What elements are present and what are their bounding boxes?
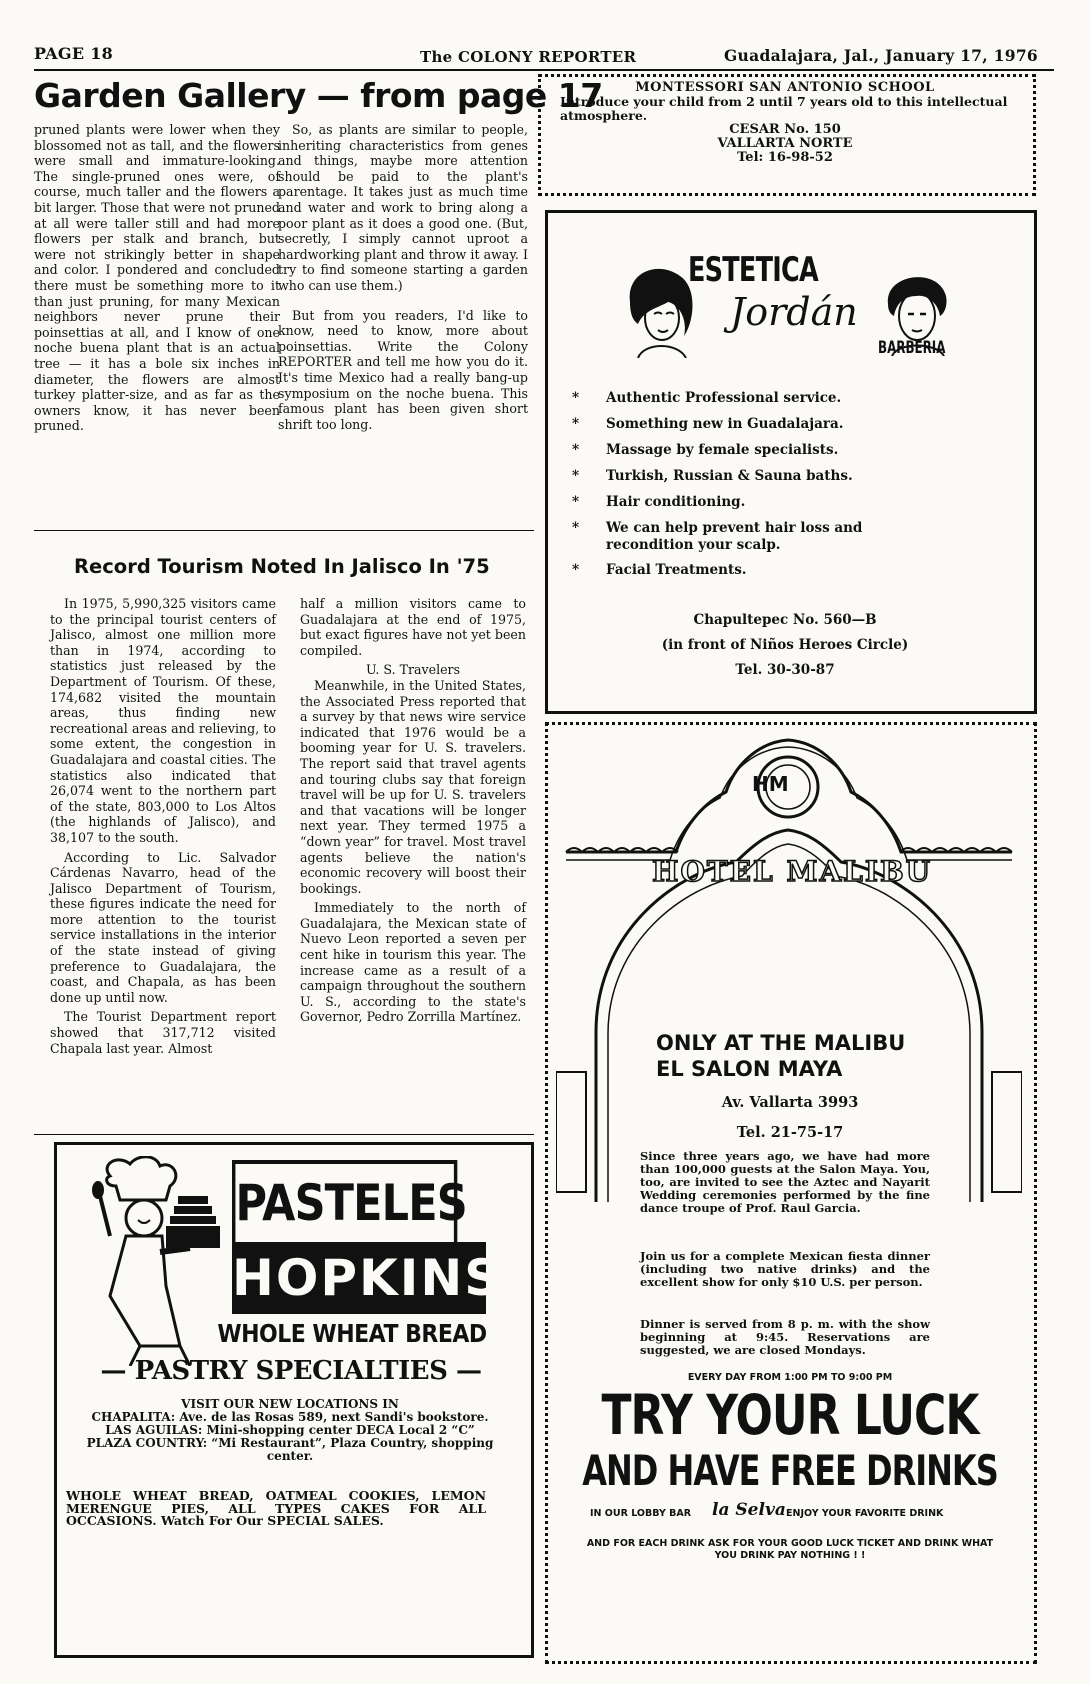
lobby-bar-right: ENJOY YOUR FAVORITE DRINK [786, 1508, 944, 1519]
bullet-star-icon: * [572, 520, 580, 536]
whole-wheat-bread: WHOLE WHEAT BREAD [217, 1320, 487, 1349]
malibu-headline [656, 1030, 905, 1082]
garden-headline: Garden Gallery — from page 17 [34, 76, 603, 115]
tourism-col2-para: Immediately to the north of Guadalajara, the Mexican state of Nuevo Leon reported a seven per cent hike in tourism this year. The increase came as a result of a campaign throughout the southern U. S., according to the state's Governor, Pedro Zorrilla Martínez. [300, 900, 526, 1025]
bullet-star-icon: * [572, 562, 580, 578]
malibu-contact [640, 1088, 940, 1148]
montessori-district: VALLARTA NORTE [717, 136, 853, 151]
service-item: * We can help prevent hair loss and recondition your scalp. [572, 520, 863, 553]
service-item: * Hair conditioning. [572, 494, 746, 510]
hopkins-name: HOPKINS [232, 1242, 486, 1314]
service-item: * Something new in Guadalajara. [572, 416, 844, 432]
la-selva-script: la Selva [712, 1500, 786, 1520]
lobby-bar-left: IN OUR LOBBY BAR [590, 1508, 692, 1519]
malibu-para-3: Dinner is served from 8 p. m. with the show beginning at 9:45. Reservations are suggested, we are closed Mondays. [640, 1317, 930, 1357]
location-plaza-country: PLAZA COUNTRY: “Mi Restaurant”, Plaza Country, shopping center. [86, 1436, 494, 1463]
service-item: * Authentic Professional service. [572, 390, 842, 406]
jordan-script-logo: Jordán [730, 290, 858, 334]
garden-bottom-rule [34, 530, 534, 531]
dateline: Guadalajara, Jal., January 17, 1976 [724, 46, 1038, 65]
bullet-star-icon: * [572, 442, 580, 458]
hotel-malibu-sign: HOTEL MALIBU [652, 855, 933, 888]
tourism-col1-para: According to Lic. Salvador Cárdenas Navarro, head of the Jalisco Department of Tourism, these figures indicate the need for more attention to the tourist service installations in the interior of the state instead of giving preference to Guadalajara, the coast, and Chapala, as has been done up until now. [50, 849, 276, 1005]
bullet-star-icon: * [572, 390, 580, 406]
malibu-tel: Tel. 21-75-17 [736, 1124, 844, 1141]
service-item: * Facial Treatments. [572, 562, 747, 578]
garden-col2-para: But from you readers, I'd like to know, need to know, more about poinsettias. Write the Colony REPORTER and tell me how you do it. It's time Mexico had a really bang-up symposium on the noche buena. This famous plant has been given short shrift too long. [278, 307, 528, 432]
page-number: PAGE 18 [34, 44, 114, 63]
estetica-location: (in front of Niños Heroes Circle) [661, 637, 909, 653]
paper-name: The COLONY REPORTER [420, 48, 637, 66]
estetica-contact [560, 608, 1010, 683]
pastry-specialties: — PASTRY SPECIALTIES — [100, 1356, 482, 1386]
bullet-star-icon: * [572, 416, 580, 432]
montessori-tel: Tel: 16-98-52 [737, 150, 833, 165]
montessori-ad [560, 81, 1010, 165]
pasteles-locations [80, 1398, 500, 1463]
tourism-col2-intro: half a million visitors came to Guadalajara at the end of 1975, but exact figures have not yet been compiled. [300, 596, 526, 658]
montessori-address: CESAR No. 150 [729, 122, 841, 137]
montessori-intro: Introduce your child from 2 until 7 years old to this intellectual atmosphere. [560, 94, 1008, 123]
tourism-subhead: U. S. Travelers [365, 662, 461, 678]
barberia-logo-word: BARBERIA [878, 338, 946, 358]
tourism-col2-para: Meanwhile, in the United States, the Associated Press reported that a survey by that news wire service indicated that 1976 would be a booming year for U. S. travelers. The report said that travel agents and touring clubs say that foreign travel will be up for U. S. travelers and that vacations will be longer next year. They termed 1975 a “down year” for travel. Most travel agents believe the nation's economic recovery will boost their bookings. [300, 677, 526, 896]
chef-illustration [70, 1156, 220, 1366]
garden-col1-para: pruned plants were lower when they blossomed not as tall, and the flowers were small and immature-looking. The single-pruned ones were, of course, much taller and the flowers a bit larger. Those that were not pruned at all were taller still and had more flowers per stalk and branch, but were not strikingly better in shape and color. I pondered and concluded there must be something more to it than just pruning, for many Mexican neighbors never prune their poinsettias at all, and I know of one noche buena plant that is an actual tree — it has a bole six inches in diameter, the flowers are almost turkey platter-size, and as far as the owners know, it has never been pruned. [34, 122, 280, 434]
tourism-col1-para: The Tourist Department report showed that 317,712 visited Chapala last year. Almost [50, 1009, 276, 1056]
bullet-star-icon: * [572, 494, 580, 510]
free-drinks: AND HAVE FREE DRINKS [582, 1446, 998, 1496]
malibu-headline-2: EL SALON MAYA [656, 1057, 843, 1081]
location-chapalita: CHAPALITA: Ave. de las Rosas 589, next Sandi's bookstore. [91, 1410, 489, 1424]
estetica-address: Chapultepec No. 560—B [693, 612, 877, 628]
masthead-rule [34, 69, 1054, 71]
malibu-address: Av. Vallarta 3993 [721, 1094, 859, 1111]
service-item: * Massage by female specialists. [572, 442, 839, 458]
malibu-monogram: HM [752, 772, 789, 796]
tourism-bottom-rule [34, 1134, 534, 1135]
malibu-every-day: EVERY DAY FROM 1:00 PM TO 9:00 PM [687, 1372, 893, 1383]
estetica-tel: Tel. 30-30-87 [735, 662, 835, 678]
try-your-luck: TRY YOUR LUCK [601, 1384, 979, 1448]
garden-column-2 [278, 122, 528, 436]
malibu-para-2: Join us for a complete Mexican fiesta dinner (including two native drinks) and the excellent show for only $10 U.S. per person. [640, 1249, 930, 1289]
montessori-title: MONTESSORI SAN ANTONIO SCHOOL [635, 80, 935, 95]
pasteles-footer: WHOLE WHEAT BREAD, OATMEAL COOKIES, LEMON MERENGUE PIES, ALL TYPES CAKES FOR ALL OCCASIONS. Watch For Our SPECIAL SALES. [66, 1488, 486, 1528]
malibu-headline-1: ONLY AT THE MALIBU [656, 1031, 906, 1055]
pasteles-name: PASTELES [232, 1160, 457, 1246]
tourism-column-2 [300, 596, 526, 1029]
estetica-logo-word: ESTETICA [688, 250, 818, 290]
location-las-aguilas: LAS AGUILAS: Mini-shopping center DECA Local 2 “C” [105, 1423, 475, 1437]
tourism-column-1 [50, 596, 276, 1060]
malibu-para-1: Since three years ago, we have had more than 100,000 guests at the Salon Maya. You, too, are invited to see the Aztec and Nayarit Wedding ceremonies performed by the fine dance troupe of Prof. Raul Garcia. [640, 1149, 930, 1215]
locations-intro: VISIT OUR NEW LOCATIONS IN [181, 1397, 399, 1411]
bullet-star-icon: * [572, 468, 580, 484]
tourism-col1-para: In 1975, 5,990,325 visitors came to the principal tourist centers of Jalisco, almost one million more than in 1974, according to statistics just released by the Department of Tourism. Of these, 174,682 visited the mountain areas, thus finding new recreational areas and relieving, to some extent, the congestion in Guadalajara and coastal cities. The statistics also indicated that 26,074 went to the northern part of the state, 803,000 to Los Altos (the highlands of Jalisco), and 38,107 to the south. [50, 596, 276, 845]
garden-col2-para: So, as plants are similar to people, inheriting characteristics from genes and things, maybe more attention should be paid to the plant's parentage. It takes just as much time and water and work to bring along a poor plant as it does a good one. (But, secretly, I simply cannot uproot a hardworking plant and throw it away. I try to find someone starting a garden who can use them.) [278, 122, 528, 293]
estetica-services-list [572, 390, 1012, 590]
service-item: * Turkish, Russian & Sauna baths. [572, 468, 853, 484]
tourism-headline: Record Tourism Noted In Jalisco In '75 [74, 555, 490, 578]
garden-column-1 [34, 122, 280, 438]
good-luck-ticket: AND FOR EACH DRINK ASK FOR YOUR GOOD LUCK TICKET AND DRINK WHAT YOU DRINK PAY NOTHING ! ! [586, 1538, 994, 1561]
